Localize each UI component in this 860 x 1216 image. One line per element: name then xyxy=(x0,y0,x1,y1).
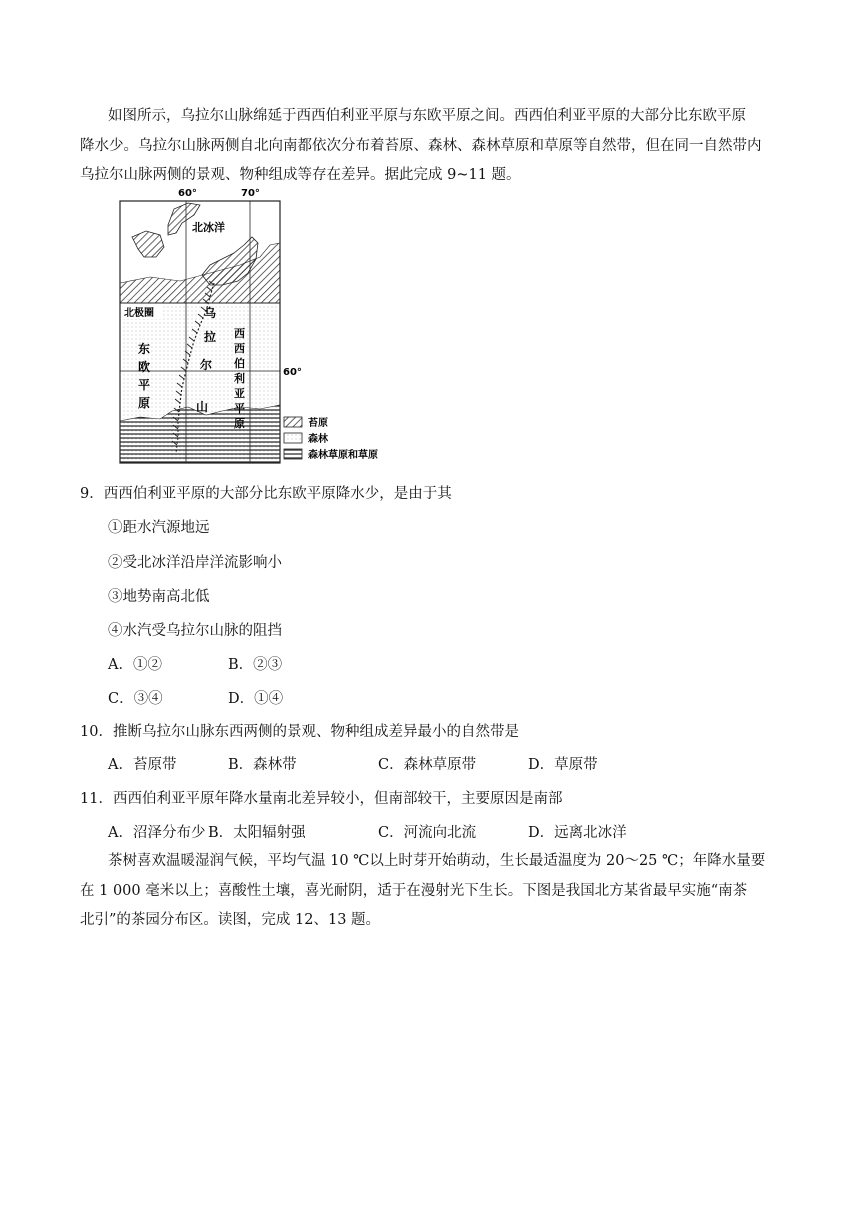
q9-option-d: D．①④ xyxy=(228,691,284,707)
tea-line-1: 茶树喜欢温暖湿润气候，平均气温 10 ℃以上时芽开始萌动，生长最适温度为 20～25 ℃；年降水量要 xyxy=(108,853,766,869)
lon-60-label: 60° xyxy=(178,188,197,199)
legend-steppe-swatch xyxy=(284,449,302,459)
west-siberia-char-1: 西 xyxy=(234,327,245,340)
intro-line-3: 乌拉尔山脉两侧的景观、物种组成等存在差异。据此完成 9~11 题。 xyxy=(80,167,521,183)
east-europe-char-2: 欧 xyxy=(138,360,151,374)
east-europe-char-3: 平 xyxy=(138,378,151,392)
q10-option-a: A．苔原带 xyxy=(108,757,177,773)
west-siberia-char-2: 西 xyxy=(234,342,245,355)
legend-forest-label: 森林 xyxy=(308,434,328,445)
tea-line-3: 北引”的茶园分布区。读图，完成 12、13 题。 xyxy=(80,912,381,928)
q10-option-b: B．森林带 xyxy=(228,757,297,773)
arctic-ocean-label: 北冰洋 xyxy=(192,221,225,234)
q9-item-2: ②受北冰洋沿岸洋流影响小 xyxy=(108,555,282,571)
ural-char-1: 乌 xyxy=(204,306,217,320)
q11-stem: 11．西西伯利亚平原年降水量南北差异较小，但南部较干，主要原因是南部 xyxy=(80,791,563,807)
q10-option-d: D．草原带 xyxy=(528,757,598,773)
arctic-circle-label: 北极圈 xyxy=(124,308,154,319)
legend-steppe-label: 森林草原和草原 xyxy=(308,450,378,461)
legend-forest-swatch xyxy=(284,433,302,443)
q9-stem: 9．西西伯利亚平原的大部分比东欧平原降水少，是由于其 xyxy=(80,486,452,502)
west-siberia-char-7: 原 xyxy=(234,417,245,430)
intro-line-2: 降水少。乌拉尔山脉两侧自北向南都依次分布着苔原、森林、森林草原和草原等自然带，但在同一自然带内 xyxy=(80,138,762,154)
q9-option-b: B．②③ xyxy=(228,657,283,673)
lat-60-label: 60° xyxy=(283,367,302,378)
legend-tundra-swatch xyxy=(284,417,302,427)
q11-option-d: D．远离北冰洋 xyxy=(528,825,627,841)
q9-option-c: C．③④ xyxy=(108,691,163,707)
tea-line-2: 在 1 000 毫米以上；喜酸性土壤，喜光耐阴，适于在漫射光下生长。下图是我国北方某省最早实施“南茶 xyxy=(80,883,748,899)
east-europe-char-4: 原 xyxy=(138,396,151,410)
q11-option-a: A．沼泽分布少 xyxy=(108,825,206,841)
ural-char-3: 尔 xyxy=(200,358,213,372)
east-europe-char-1: 东 xyxy=(138,342,151,356)
lon-70-label: 70° xyxy=(241,188,260,199)
q11-option-c: C．河流向北流 xyxy=(378,825,477,841)
west-siberia-char-4: 利 xyxy=(234,372,245,385)
q9-option-a: A．①② xyxy=(108,657,162,673)
legend-tundra-label: 苔原 xyxy=(308,418,328,429)
q10-option-c: C．森林草原带 xyxy=(378,757,477,773)
west-siberia-char-5: 亚 xyxy=(234,387,245,400)
q11-option-b: B．太阳辐射强 xyxy=(208,825,306,841)
ural-map xyxy=(110,185,410,465)
ural-char-4: 山 xyxy=(196,400,209,414)
ural-char-2: 拉 xyxy=(204,330,217,344)
q9-item-1: ①距水汽源地远 xyxy=(108,520,210,536)
q10-stem: 10．推断乌拉尔山脉东西两侧的景观、物种组成差异最小的自然带是 xyxy=(80,724,519,740)
west-siberia-char-6: 平 xyxy=(234,402,245,415)
q9-item-3: ③地势南高北低 xyxy=(108,589,210,605)
west-siberia-char-3: 伯 xyxy=(234,357,245,370)
intro-line-1: 如图所示，乌拉尔山脉绵延于西西伯利亚平原与东欧平原之间。西西伯利亚平原的大部分比东欧平原 xyxy=(108,108,746,124)
q9-item-4: ④水汽受乌拉尔山脉的阻挡 xyxy=(108,623,282,639)
